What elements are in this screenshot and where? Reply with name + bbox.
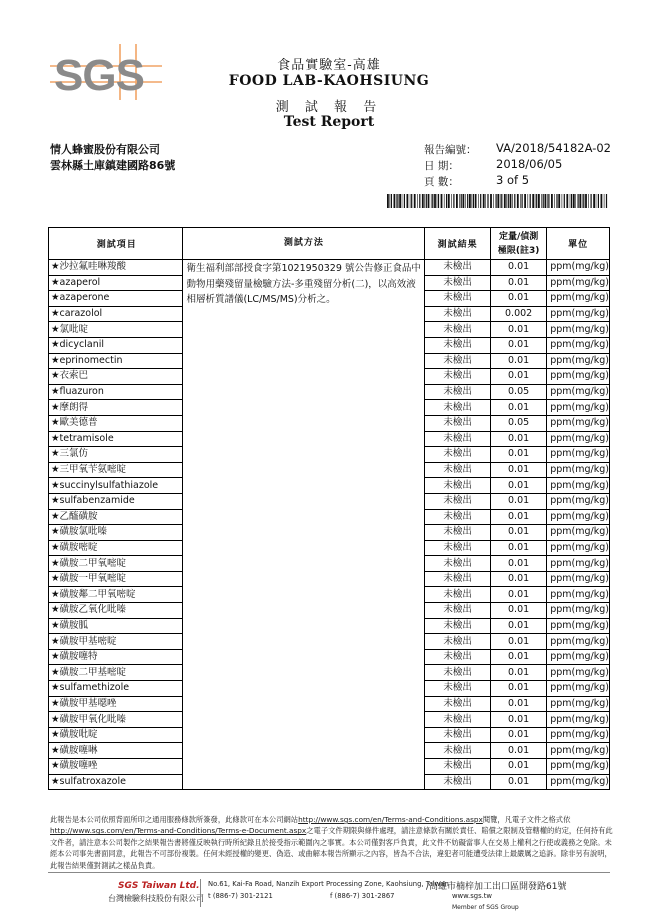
table-row	[49, 260, 610, 276]
test-unit: ppm(mg/kg)	[547, 384, 610, 400]
test-loq: 0.01	[491, 509, 547, 525]
test-loq: 0.01	[491, 727, 547, 743]
footer-tel: t (886-7) 301-2121	[208, 892, 273, 900]
test-method: 衛生福利部部授食字第1021950329 號公告修正食品中動物用藥殘留量檢驗方法-多重殘留分析(二)，以高效液相層析質譜儀(LC/MS/MS)分析之。	[183, 260, 425, 790]
test-loq: 0.01	[491, 712, 547, 728]
footer-divider	[48, 872, 610, 873]
test-result: 未檢出	[425, 649, 491, 665]
test-unit: ppm(mg/kg)	[547, 447, 610, 463]
test-result: 未檢出	[425, 681, 491, 697]
test-item: ★磺胺乙氧化吡嗪	[49, 603, 183, 619]
disclaimer-text-1: 此報告是本公司依照背面所印之通用服務條款所簽發，此條款可在本公司網站	[50, 815, 299, 824]
test-item: ★磺胺噻特	[49, 649, 183, 665]
test-unit: ppm(mg/kg)	[547, 665, 610, 681]
report-title-en: Test Report	[283, 114, 375, 130]
test-result: 未檢出	[425, 384, 491, 400]
test-item: ★sulfamethizole	[49, 681, 183, 697]
test-item: ★sulfabenzamide	[49, 493, 183, 509]
test-item: ★磺胺鄰二甲氧嘧啶	[49, 587, 183, 603]
footer-address-en: No.61, Kai-Fa Road, Nanzih Export Processing Zone, Kaohsiung, Taiwan	[208, 880, 449, 888]
report-date-label: 日 期：	[424, 160, 459, 172]
test-unit: ppm(mg/kg)	[547, 649, 610, 665]
disclaimer-text-2: 閱覽，凡電子文件之格式依	[482, 815, 571, 824]
test-item: ★carazolol	[49, 306, 183, 322]
test-result: 未檢出	[425, 447, 491, 463]
customer-name: 情人蜂蜜股份有限公司	[50, 143, 160, 156]
test-item: ★azaperol	[49, 275, 183, 291]
footer-company-en: SGS Taiwan Ltd.	[118, 881, 200, 891]
test-result: 未檢出	[425, 260, 491, 276]
test-item: ★磺胺二甲氧嘧啶	[49, 556, 183, 572]
test-item: ★tetramisole	[49, 431, 183, 447]
test-unit: ppm(mg/kg)	[547, 556, 610, 572]
test-unit: ppm(mg/kg)	[547, 322, 610, 338]
test-result: 未檢出	[425, 291, 491, 307]
test-unit: ppm(mg/kg)	[547, 462, 610, 478]
test-unit: ppm(mg/kg)	[547, 525, 610, 541]
test-result: 未檢出	[425, 525, 491, 541]
test-loq: 0.01	[491, 400, 547, 416]
test-result: 未檢出	[425, 727, 491, 743]
test-unit: ppm(mg/kg)	[547, 712, 610, 728]
col-header-result: 測試結果	[425, 228, 491, 260]
test-result: 未檢出	[425, 556, 491, 572]
test-item: ★摩朗得	[49, 400, 183, 416]
page-count: 3 of 5	[496, 173, 530, 187]
test-loq: 0.01	[491, 618, 547, 634]
test-loq: 0.01	[491, 447, 547, 463]
loq-header-line2: 極限(註3)	[497, 245, 540, 256]
test-item: ★磺胺氯吡嗪	[49, 525, 183, 541]
test-loq: 0.01	[491, 681, 547, 697]
test-unit: ppm(mg/kg)	[547, 415, 610, 431]
test-unit: ppm(mg/kg)	[547, 509, 610, 525]
test-result: 未檢出	[425, 478, 491, 494]
test-loq: 0.01	[491, 525, 547, 541]
table-header-row	[49, 228, 610, 260]
test-loq: 0.01	[491, 696, 547, 712]
report-number-label: 報告編號：	[424, 144, 477, 156]
col-header-item: 測試項目	[49, 228, 183, 260]
test-unit: ppm(mg/kg)	[547, 306, 610, 322]
test-loq: 0.01	[491, 587, 547, 603]
test-unit: ppm(mg/kg)	[547, 696, 610, 712]
test-loq: 0.01	[491, 665, 547, 681]
test-loq: 0.01	[491, 774, 547, 790]
test-item: ★磺胺甲氧化吡嗪	[49, 712, 183, 728]
report-date: 2018/06/05	[496, 157, 563, 171]
test-item: ★磺胺嘧啶	[49, 540, 183, 556]
test-result: 未檢出	[425, 571, 491, 587]
col-header-method: 測試方法	[183, 228, 425, 260]
test-item: ★磺胺甲基嘧啶	[49, 634, 183, 650]
test-item: ★磺胺甲基噁唑	[49, 696, 183, 712]
test-result: 未檢出	[425, 774, 491, 790]
test-unit: ppm(mg/kg)	[547, 260, 610, 276]
test-result: 未檢出	[425, 743, 491, 759]
test-item: ★磺胺吡啶	[49, 727, 183, 743]
col-header-loq	[491, 228, 547, 260]
test-loq: 0.01	[491, 571, 547, 587]
test-unit: ppm(mg/kg)	[547, 478, 610, 494]
svg-text:SGS: SGS	[54, 51, 144, 100]
test-result: 未檢出	[425, 509, 491, 525]
test-item: ★磺胺胍	[49, 618, 183, 634]
test-unit: ppm(mg/kg)	[547, 774, 610, 790]
test-unit: ppm(mg/kg)	[547, 353, 610, 369]
test-unit: ppm(mg/kg)	[547, 603, 610, 619]
test-loq: 0.01	[491, 275, 547, 291]
test-unit: ppm(mg/kg)	[547, 291, 610, 307]
test-loq: 0.01	[491, 462, 547, 478]
test-result: 未檢出	[425, 415, 491, 431]
test-unit: ppm(mg/kg)	[547, 618, 610, 634]
test-unit: ppm(mg/kg)	[547, 571, 610, 587]
disclaimer-text-3: 之電子文件期限與條件處理，請注意條款有關於責任、賠償之限制及管轄權的約定，任何持有此文件者，請注意本公司製作之結果報告書將僅反映執行時所紀錄且於接受指示範圍內之事實。本公司僅對客戶負責，此文件不妨礙當事人在交易上權利之行使或義務之免除。未經本公司事先書面同意，此報告不可部份複製。任何未經授權的變更、偽造、或曲解本報告所顯示之內容，皆為不合法，違犯者可能遭受法律上最嚴厲之追訴。除非另有說明，此報告結果僅對測試之樣品負責。	[50, 826, 613, 870]
test-loq: 0.01	[491, 369, 547, 385]
e-document-terms-link[interactable]: http://www.sgs.com/en/Terms-and-Conditions/Terms-e-Document.aspx	[50, 826, 307, 836]
test-unit: ppm(mg/kg)	[547, 337, 610, 353]
test-loq: 0.05	[491, 415, 547, 431]
test-unit: ppm(mg/kg)	[547, 540, 610, 556]
test-result: 未檢出	[425, 696, 491, 712]
test-result: 未檢出	[425, 462, 491, 478]
test-item: ★fluazuron	[49, 384, 183, 400]
test-loq: 0.01	[491, 322, 547, 338]
test-unit: ppm(mg/kg)	[547, 369, 610, 385]
test-result: 未檢出	[425, 337, 491, 353]
test-loq: 0.002	[491, 306, 547, 322]
test-loq: 0.01	[491, 603, 547, 619]
test-loq: 0.05	[491, 384, 547, 400]
footer-fax: f (886-7) 301-2867	[330, 892, 395, 900]
test-item: ★衣索巴	[49, 369, 183, 385]
test-unit: ppm(mg/kg)	[547, 400, 610, 416]
test-item: ★氯吡啶	[49, 322, 183, 338]
test-result: 未檢出	[425, 353, 491, 369]
footer-separator	[200, 879, 201, 907]
test-loq: 0.01	[491, 260, 547, 276]
test-unit: ppm(mg/kg)	[547, 681, 610, 697]
test-item: ★磺胺噻唑	[49, 759, 183, 775]
test-loq: 0.01	[491, 759, 547, 775]
test-item: ★succinylsulfathiazole	[49, 478, 183, 494]
test-loq: 0.01	[491, 649, 547, 665]
table-body	[49, 260, 610, 790]
test-unit: ppm(mg/kg)	[547, 431, 610, 447]
test-item: ★eprinomectin	[49, 353, 183, 369]
test-result: 未檢出	[425, 493, 491, 509]
test-result: 未檢出	[425, 369, 491, 385]
test-loq: 0.01	[491, 353, 547, 369]
test-item: ★磺胺噻啉	[49, 743, 183, 759]
test-result: 未檢出	[425, 431, 491, 447]
test-result: 未檢出	[425, 665, 491, 681]
test-result: 未檢出	[425, 400, 491, 416]
test-item: ★沙拉氟哇啉羧酸	[49, 260, 183, 276]
test-loq: 0.01	[491, 337, 547, 353]
test-item: ★乙醯磺胺	[49, 509, 183, 525]
report-number: VA/2018/54182A-02	[496, 141, 611, 155]
test-result: 未檢出	[425, 712, 491, 728]
test-unit: ppm(mg/kg)	[547, 743, 610, 759]
test-unit: ppm(mg/kg)	[547, 275, 610, 291]
test-result: 未檢出	[425, 275, 491, 291]
barcode	[387, 194, 609, 208]
test-item: ★磺胺一甲氧嘧啶	[49, 571, 183, 587]
test-result: 未檢出	[425, 603, 491, 619]
loq-header-line1: 定量/偵測	[498, 231, 539, 242]
test-loq: 0.01	[491, 556, 547, 572]
test-result: 未檢出	[425, 306, 491, 322]
test-result: 未檢出	[425, 587, 491, 603]
test-item: ★azaperone	[49, 291, 183, 307]
test-item: ★三氯仿	[49, 447, 183, 463]
results-table	[48, 227, 610, 790]
disclaimer	[50, 814, 615, 871]
test-item: ★dicyclanil	[49, 337, 183, 353]
test-item: ★磺胺二甲基嘧啶	[49, 665, 183, 681]
terms-link[interactable]: http://www.sgs.com/en/Terms-and-Conditions.aspx	[298, 815, 483, 824]
test-loq: 0.01	[491, 431, 547, 447]
test-loq: 0.01	[491, 291, 547, 307]
col-header-unit: 單位	[547, 228, 610, 260]
footer-website[interactable]: www.sgs.tw	[452, 892, 492, 900]
test-unit: ppm(mg/kg)	[547, 634, 610, 650]
test-item: ★三甲氧苄氨嘧啶	[49, 462, 183, 478]
test-result: 未檢出	[425, 618, 491, 634]
page-count-label: 頁 數：	[424, 176, 459, 188]
test-loq: 0.01	[491, 743, 547, 759]
test-unit: ppm(mg/kg)	[547, 727, 610, 743]
lab-name-en: FOOD LAB-KAOHSIUNG	[228, 73, 430, 89]
test-result: 未檢出	[425, 322, 491, 338]
test-item: ★sulfatroxazole	[49, 774, 183, 790]
footer-company-zh: 台灣檢驗科技股份有限公司	[108, 894, 204, 903]
lab-name-zh: 食品實驗室-高雄	[277, 58, 381, 73]
test-loq: 0.01	[491, 540, 547, 556]
test-item: ★歐美德普	[49, 415, 183, 431]
test-loq: 0.01	[491, 493, 547, 509]
footer-address-zh: /高雄市楠梓加工出口區開發路61號	[426, 882, 567, 892]
customer-address: 雲林縣土庫鎮建國路86號	[50, 159, 176, 172]
report-title-zh: 測 試 報 告	[275, 100, 383, 115]
test-result: 未檢出	[425, 540, 491, 556]
test-unit: ppm(mg/kg)	[547, 493, 610, 509]
test-unit: ppm(mg/kg)	[547, 587, 610, 603]
test-loq: 0.01	[491, 634, 547, 650]
test-result: 未檢出	[425, 759, 491, 775]
test-result: 未檢出	[425, 634, 491, 650]
test-loq: 0.01	[491, 478, 547, 494]
footer-member: Member of SGS Group	[452, 904, 519, 911]
test-unit: ppm(mg/kg)	[547, 759, 610, 775]
